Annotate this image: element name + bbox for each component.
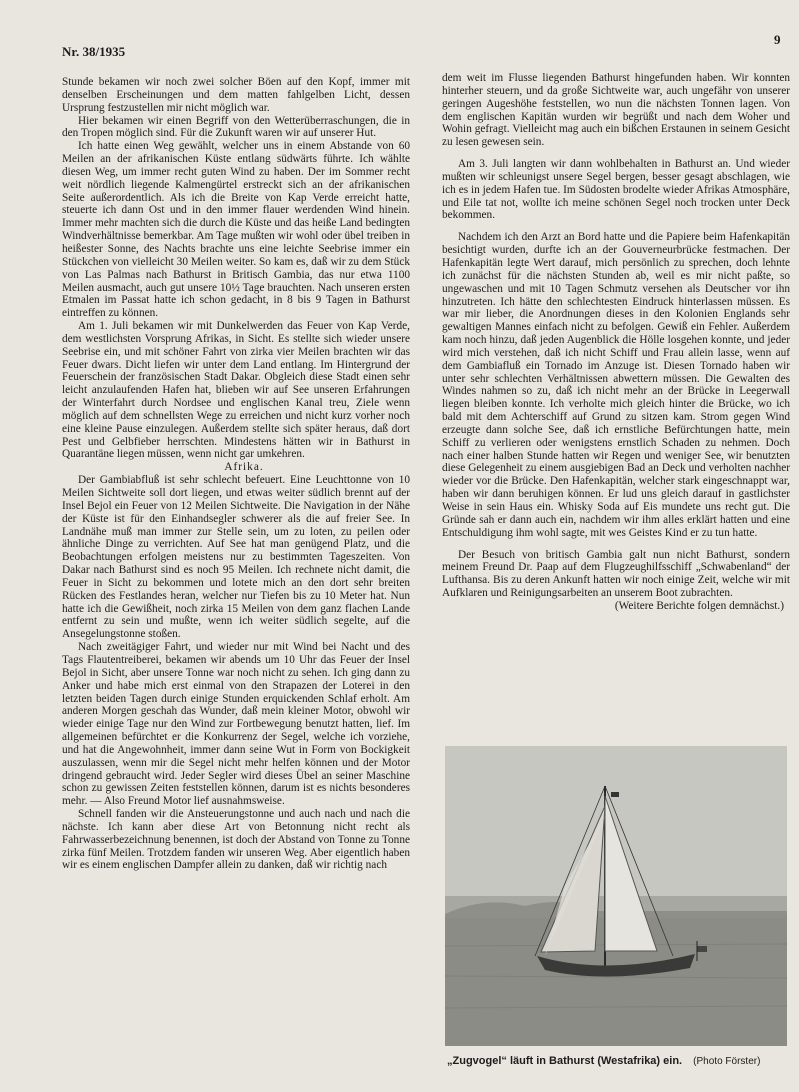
paragraph: Der Besuch von britisch Gambia galt nun nicht Bathurst, sondern meinem Freund Dr. Paap auf dem Flugzeughilfsschiff „Schwabenland“ der Lufthansa. Bis zu deren Ankunft hatten wir noch einige Zeit, welche wir mit Aufklaren und Reinigungsarbeiten an unserem Boot zubrachten. (442, 548, 790, 600)
caption-text: „Zugvogel“ läuft in Bathurst (Westafrika) ein. (447, 1055, 683, 1067)
section-title: Afrika. (224, 461, 264, 474)
paragraph: Stunde bekamen wir noch zwei solcher Böen auf den Kopf, immer mit denselben Erscheinungen und dem matten fahlgelben Licht, dessen Ursprung festzustellen mir nicht möglich war. (62, 76, 410, 114)
paragraph: Hier bekamen wir einen Begriff von den Wetterüberraschungen, die in den Tropen möglich sind. Für die Zukunft waren wir auf unserer Hut. (62, 114, 410, 140)
paragraph: Nachdem ich den Arzt an Bord hatte und die Papiere beim Hafenkapitän besichtigt wurden, durfte ich an der Gouverneurbrücke festmachen. Der Hafenkapitän legte Wert darauf, mich persönlich zu sprechen, doch lehnte ich zunächst für die nächsten Stunden ab, weil es mir nicht paßte, so ungewaschen und mit 10 Tagen Schmutz versehen als Deutscher vor ihn hinzutreten. Ich hätte den schlechtesten Eindruck hinterlassen müssen. Es war mir lieber, die Anordnungen dieses in den Kolonien Englands sehr gewaltigen Mannes einfach nicht zu befolgen. Gewiß ein Fehler. Außerdem kam noch hinzu, daß jeden Augenblick die Hölle losgehen konnte, und jeder wird mich verstehen, daß ich nicht Schiff und Frau allein lasse, wenn auf dem Gambiafluß ein Tornado im Anzuge ist. Diesen Tornado haben wir unter sehr schlechten Verhältnissen abwettern müssen. Die Gewalten des Windes nahmen so zu, daß ich nicht mehr an der Brücke in Leegerwall liegen bleiben konnte. Ich verholte mich gleich hinter die Brücke, wo ich bald mit dem Achterschiff auf Grund zu sitzen kam. Strom gegen Wind erzeugte dann solche See, daß ich ernstliche Befürchtungen hatte, mein Schiff zu verlieren oder wenigstens ernstlich Schaden zu nehmen. Doch nach einer halben Stunde hatten wir Regen und weniger See, wir benutzten diese Gelegenheit zu einem ausgiebigen Bad an Deck und verholten nachher wieder vor die Brücke. Den Hafenkapitän, welcher stark eingeschnappt war, haben wir dann beruhigen können. Er lud uns gleich darauf in gastlichster Weise in sein Haus ein. Whisky Soda auf Eis mundete uns recht gut. Die Gründe sah er dann auch ein, nachdem wir ihm alles erklärt hatten und eine Entschuldigung ihm wohl sagte, mit wes Geistes Kind er zu tun hatte. (442, 231, 790, 539)
paragraph: Ich hatte einen Weg gewählt, welcher uns in einem Abstande von 60 Meilen an der afrikanischen Küste entlang südwärts führte. Ich wählte diesen Weg, um immer recht guten Wind zu haben. Der im Sommer recht weit nördlich liegende Kalmengürtel erstreckt sich an der afrikanischen Seite außerordentlich. Als ich die Breite von Kap Verde erreicht hatte, steuerte ich dann Ost und in den immer flauer werdenden Wind hinein. Immer mehr machten sich die durch die Küste und das heiße Land bedingten Windverhältnisse bemerkbar. Am Tage mußten wir wohl oder übel treiben in heißester Sonne, des Nachts brachte uns eine leichte Seebrise immer ein Stückchen von vielleicht 30 Meilen weiter. So kam es, daß wir zu dem Stück von Las Palmas nach Bathurst in Britisch Gambia, das nur etwa 1100 Meilen ausmacht, auch gut unsere 10½ Tage brauchten. Nach unseren ersten Etmalen im Passat hatte ich schon gedacht, in 8 bis 9 Tagen in Bathurst eintreffen zu können. (62, 140, 410, 320)
photo-credit: (Photo Förster) (693, 1056, 761, 1067)
sailboat-photo (445, 746, 787, 1046)
paragraph: Am 1. Juli bekamen wir mit Dunkelwerden das Feuer von Kap Verde, dem westlichsten Vorsprung Afrikas, in Sicht. Es stellte sich wieder unsere Seebrise ein, und mit schöner Fahrt von zirka vier Meilen brachten wir das Feuer dwars. Dicht liefen wir unter dem Land entlang. Im Hintergrund der Feuerschein der französischen Stadt Dakar. Obgleich diese Stadt einen sehr leicht anzulaufenden Hafen hat, blieben wir auf See unseren Erfahrungen der Winterfahrt durch Nordsee und englischen Kanal treu, Ziele wenn möglich auf dem schnellsten Wege zu erreichen und nicht kurz vorher noch eine kleine Pause einzulegen. Außerdem stellte sich später heraus, daß dort Pest und Gelbfieber herrschten. Mindestens hätten wir in Bathurst in Quarantäne liegen müssen, wenn nicht gar umkehren. (62, 320, 410, 461)
photo-caption (447, 1055, 789, 1067)
paragraph: Der Gambiabfluß ist sehr schlecht befeuert. Eine Leuchttonne von 10 Meilen Sichtweite soll dort liegen, und etwas weiter südlich brennt auf der Insel Bejol ein Feuer von 12 Meilen Sichtweite. Die Navigation in der Nähe der Küste ist für den Einhandsegler schwerer als die auf freier See. In Landnähe muß man immer zur Stelle sein, um zu loten, zu peilen oder ähnliche Dinge zu verrichten. Auf See hat man genügend Platz, und die Beobachtungen erfolgen meistens nur zu bestimmten Tageszeiten. Von Dakar nach Bathurst sind es noch 95 Meilen. Ich rechnete nicht damit, die Feuer in Sicht zu bekommen und lotete mich an den dort sehr breiten Rücken des Festlandes heran, welcher nur Tiefen bis zu 10 Meter hat. Nun hatte ich die Gewißheit, noch zirka 15 Meilen von dem ganz flachen Lande entfernt zu sein und mußte, wenn ich weiter südlich segelte, auf die Ansegelungstonne stoßen. (62, 474, 410, 641)
right-column (442, 72, 790, 613)
paragraph: dem weit im Flusse liegenden Bathurst hingefunden haben. Wir konnten hinterher steuern, und da große Sichtweite war, auch ungefähr von unserer geringen Augeshöhe feststellen, wo nun die nächsten Tonnen lagen. Von dem englischen Kapitän wurden wir begrüßt und nach dem Woher und Wohin gefragt. Vielleicht mag auch ein bißchen Erstaunen in seinem Gesicht zu lesen gewesen sein. (442, 72, 790, 149)
paragraph: Schnell fanden wir die Ansteuerungstonne und auch nach und nach die nächste. Ich kann aber diese Art von Betonnung nicht recht als Fahrwasserbezeichnung benennen, ist doch der Abstand von Tonne zu Tonne zirka fünf Meilen. Trotzdem fanden wir unseren Weg. Aber eigentlich haben wir es einem englischen Dampfer allein zu danken, daß wir richtig nach (62, 808, 410, 872)
continued-note: (Weitere Berichte folgen demnächst.) (614, 599, 784, 612)
paragraph: Am 3. Juli langten wir dann wohlbehalten in Bathurst an. Und wieder mußten wir schleunigst unsere Segel bergen, besser gesagt abschlagen, wie ich es in jedem Hafen tue. Im Südosten brodelte wieder Afrikas Atmosphäre, und Eile tat not, wollte ich meine schönen Segel noch trocken unter Deck bekommen. (442, 158, 790, 222)
page-number: 9 (774, 32, 781, 47)
issue-number: Nr. 38/1935 (62, 44, 126, 59)
sailboat-illustration (445, 746, 787, 1046)
paragraph: Nach zweitägiger Fahrt, und wieder nur mit Wind bei Nacht und des Tags Flautentreiberei, bekamen wir abends um 10 Uhr das Feuer der Insel Bejol in Sicht, aber unsere Tonne war noch nicht zu sehen. Ich ging dann zu Anker und habe mich erst einmal von den Strapazen der Loterei in den letzten beiden Tagen durch einige Stunden erquickenden Schlaf erholt. Am anderen Morgen geschah das Wunder, daß mein kleiner Motor, obwohl wir wieder einige Tage nur den Wind zur Fortbewegung benutzt hatten, lief. Im allgemeinen befürchtet er die Konkurrenz der Segel, welche ich vorziehe, und hat die Angewohnheit, immer dann seine Wut in Form von Bockigkeit auszulassen, wenn mir die Segel nicht mehr helfen können und der Motor dringend gebraucht wird. Jeder Segler wird dieses Übel an seiner Maschine schon zu gewissen Zeiten feststellen können, darum ist es nichts besonderes mehr. — Also Freund Motor lief ausnahmsweise. (62, 641, 410, 808)
left-column (62, 76, 410, 872)
